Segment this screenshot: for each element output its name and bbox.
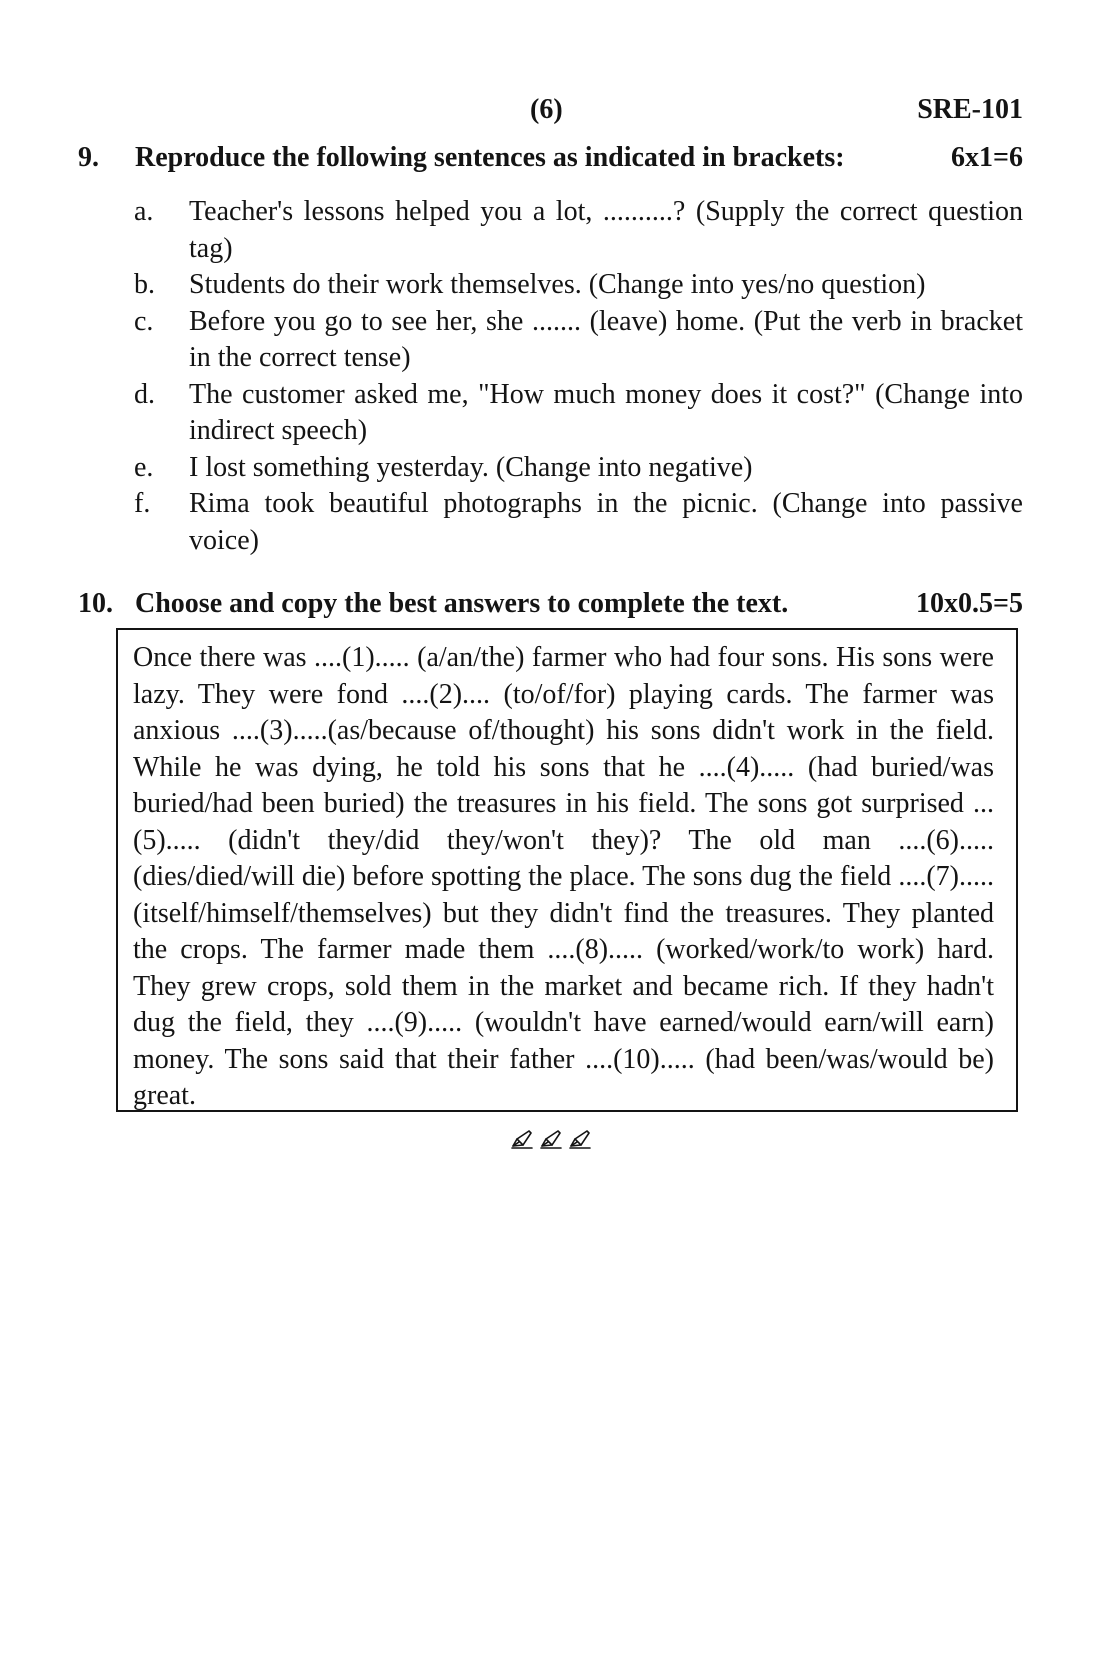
question-title: Reproduce the following sentences as indicated in brackets: [135,142,845,173]
item-letter: b. [134,269,155,300]
list-item [134,194,1023,267]
passage-text: Once there was ....(1)..... (a/an/the) farmer who had four sons. His sons were lazy. They were fond ....(2).... (to/of/for) playing cards. The farmer was anxious ....(3).....(as/because of/thought) his sons didn't work in the field. While he was dying, he told his sons that he ....(4)..... (had buried/was buried/had been buried) the treasures in his field. The sons got surprised ...(5)..... (didn't they/did they/won't they)? The old man ....(6)..... (dies/died/will die) before spotting the place. The sons dug the field ....(7)..... (itself/himself/themselves) but they didn't find the treasures. They planted the crops. The farmer made them ....(8)..... (worked/work/to work) hard. They grew crops, sold them in the market and became rich. If they hadn't dug the field, they ....(9)..... (wouldn't have earned/would earn/will earn) money. The sons said that their father ....(10)..... (had been/was/would be) great. [133,642,994,1111]
item-text: The customer asked me, "How much money does it cost?" (Change into indirect speech) [189,378,1023,446]
list-item [134,450,1023,487]
item-text: I lost something yesterday. (Change into negative) [189,451,753,483]
list-item [134,486,1023,559]
passage-box [116,628,1018,1112]
pen-nib-icon [510,1128,594,1150]
item-letter: e. [134,451,154,483]
item-letter: a. [134,196,154,227]
list-item [134,304,1023,377]
question-marks: 6x1=6 [951,142,1023,173]
item-letter: c. [134,305,154,337]
list-item [134,267,1023,304]
question-9-items [0,194,1103,559]
question-number: 9. [78,142,99,173]
question-title: Choose and copy the best answers to complete the text. [135,588,789,619]
item-letter: d. [134,378,155,410]
list-item [134,377,1023,450]
page-header [0,94,1103,134]
end-of-paper-mark [0,1128,1103,1155]
item-text: Teacher's lessons helped you a lot, ..........? (Supply the correct question tag) [189,196,1023,264]
question-marks: 10x0.5=5 [916,588,1023,619]
question-number: 10. [78,588,113,619]
item-text: Rima took beautiful photographs in the picnic. (Change into passive voice) [189,488,1023,556]
item-text: Students do their work themselves. (Change into yes/no question) [189,269,926,300]
item-text: Before you go to see her, she ....... (leave) home. (Put the verb in bracket in the correct tense) [189,305,1023,373]
paper-code: SRE-101 [917,94,1023,125]
page-number: (6) [530,94,563,125]
item-letter: f. [134,488,151,519]
